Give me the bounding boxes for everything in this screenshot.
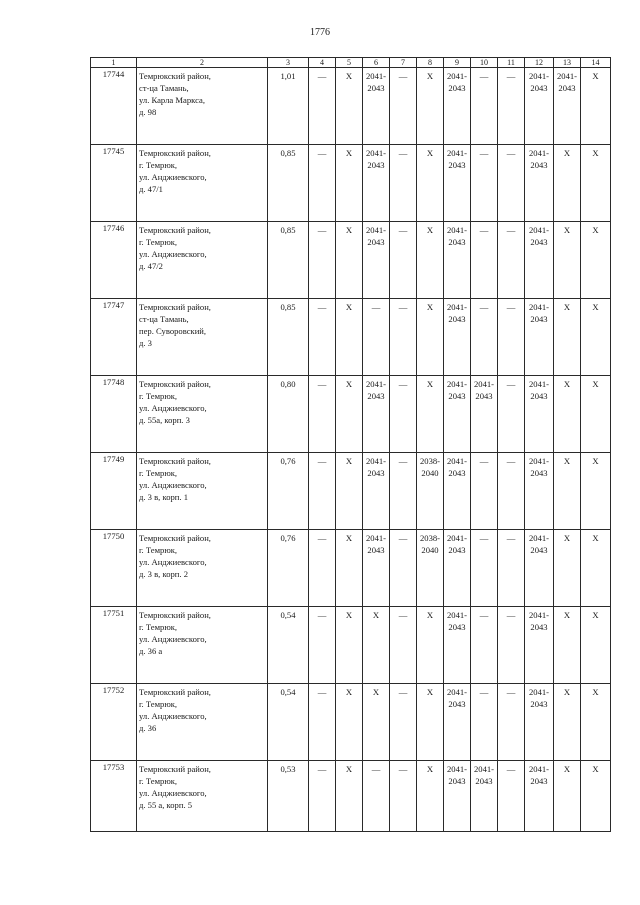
cell-col-10: — — [471, 530, 498, 607]
cell-col-4: — — [309, 607, 336, 684]
address-line: г. Темрюк, — [139, 468, 178, 478]
address-line: ул. Анджиевского, — [139, 634, 207, 644]
address-line: ст-ца Тамань, — [139, 83, 189, 93]
table-row — [91, 530, 611, 607]
column-header-14: 14 — [581, 58, 611, 68]
column-header-2: 2 — [137, 58, 268, 68]
cell-col-4: — — [309, 761, 336, 832]
record-number: 17752 — [91, 684, 137, 761]
cell-col-3: 0,54 — [268, 684, 309, 761]
cell-col-9: 2041- 2043 — [444, 68, 471, 145]
table-header — [91, 58, 611, 68]
cell-col-14: X — [581, 607, 611, 684]
address-line: г. Темрюк, — [139, 622, 178, 632]
address-line: Темрюкский район, — [139, 379, 211, 389]
column-header-9: 9 — [444, 58, 471, 68]
address-cell — [137, 607, 268, 684]
address-line: г. Темрюк, — [139, 699, 178, 709]
table-row — [91, 145, 611, 222]
cell-col-10: — — [471, 68, 498, 145]
address-cell — [137, 299, 268, 376]
cell-col-8: 2038- 2040 — [417, 453, 444, 530]
cell-col-7: — — [390, 222, 417, 299]
cell-col-12: 2041- 2043 — [525, 145, 554, 222]
cell-col-14: X — [581, 761, 611, 832]
address-cell — [137, 761, 268, 832]
cell-col-10: — — [471, 299, 498, 376]
cell-col-9: 2041- 2043 — [444, 453, 471, 530]
address-line: пер. Суворовский, — [139, 326, 207, 336]
cell-col-8: X — [417, 376, 444, 453]
column-header-1: 1 — [91, 58, 137, 68]
address-line: г. Темрюк, — [139, 391, 178, 401]
cell-col-14: X — [581, 530, 611, 607]
table-row — [91, 299, 611, 376]
cell-col-12: 2041- 2043 — [525, 376, 554, 453]
address-line: д. 36 а — [139, 646, 163, 656]
cell-col-10: 2041- 2043 — [471, 761, 498, 832]
record-number: 17746 — [91, 222, 137, 299]
address-line: Темрюкский район, — [139, 302, 211, 312]
cell-col-5: X — [336, 299, 363, 376]
cell-col-4: — — [309, 222, 336, 299]
register-table — [90, 57, 611, 832]
cell-col-13: X — [554, 299, 581, 376]
cell-col-14: X — [581, 68, 611, 145]
cell-col-12: 2041- 2043 — [525, 299, 554, 376]
address-line: Темрюкский район, — [139, 225, 211, 235]
address-line: д. 55 а, корп. 5 — [139, 800, 193, 810]
cell-col-3: 0,54 — [268, 607, 309, 684]
column-header-8: 8 — [417, 58, 444, 68]
address-line: Темрюкский район, — [139, 456, 211, 466]
address-line: г. Темрюк, — [139, 776, 178, 786]
cell-col-4: — — [309, 684, 336, 761]
cell-col-3: 0,85 — [268, 145, 309, 222]
cell-col-13: X — [554, 761, 581, 832]
cell-col-7: — — [390, 145, 417, 222]
cell-col-9: 2041- 2043 — [444, 684, 471, 761]
cell-col-14: X — [581, 453, 611, 530]
cell-col-10: — — [471, 453, 498, 530]
cell-col-9: 2041- 2043 — [444, 376, 471, 453]
cell-col-3: 0,76 — [268, 453, 309, 530]
cell-col-14: X — [581, 145, 611, 222]
cell-col-13: X — [554, 145, 581, 222]
cell-col-7: — — [390, 453, 417, 530]
cell-col-6: 2041- 2043 — [363, 145, 390, 222]
address-line: Темрюкский район, — [139, 687, 211, 697]
cell-col-4: — — [309, 453, 336, 530]
record-number: 17751 — [91, 607, 137, 684]
cell-col-5: X — [336, 222, 363, 299]
cell-col-10: — — [471, 607, 498, 684]
cell-col-3: 0,80 — [268, 376, 309, 453]
cell-col-14: X — [581, 376, 611, 453]
address-line: д. 47/1 — [139, 184, 163, 194]
cell-col-11: — — [498, 222, 525, 299]
cell-col-8: X — [417, 761, 444, 832]
address-line: д. 36 — [139, 723, 157, 733]
address-line: ул. Анджиевского, — [139, 249, 207, 259]
address-line: д. 3 в, корп. 2 — [139, 569, 188, 579]
cell-col-11: — — [498, 376, 525, 453]
address-line: ул. Анджиевского, — [139, 480, 207, 490]
cell-col-11: — — [498, 145, 525, 222]
table-row — [91, 453, 611, 530]
address-cell — [137, 145, 268, 222]
cell-col-11: — — [498, 453, 525, 530]
cell-col-5: X — [336, 68, 363, 145]
cell-col-11: — — [498, 530, 525, 607]
cell-col-14: X — [581, 222, 611, 299]
address-line: г. Темрюк, — [139, 545, 178, 555]
address-line: ул. Анджиевского, — [139, 788, 207, 798]
cell-col-13: X — [554, 530, 581, 607]
table-body — [91, 68, 611, 832]
cell-col-13: X — [554, 607, 581, 684]
address-line: ул. Анджиевского, — [139, 403, 207, 413]
cell-col-8: X — [417, 684, 444, 761]
cell-col-6: 2041- 2043 — [363, 222, 390, 299]
cell-col-5: X — [336, 453, 363, 530]
table-row — [91, 761, 611, 832]
cell-col-8: X — [417, 299, 444, 376]
cell-col-10: — — [471, 222, 498, 299]
cell-col-10: — — [471, 145, 498, 222]
cell-col-5: X — [336, 530, 363, 607]
cell-col-13: X — [554, 453, 581, 530]
cell-col-4: — — [309, 376, 336, 453]
column-header-12: 12 — [525, 58, 554, 68]
cell-col-11: — — [498, 761, 525, 832]
table-row — [91, 222, 611, 299]
cell-col-9: 2041- 2043 — [444, 299, 471, 376]
record-number: 17750 — [91, 530, 137, 607]
column-header-4: 4 — [309, 58, 336, 68]
page-number: 1776 — [310, 27, 330, 38]
cell-col-5: X — [336, 761, 363, 832]
address-line: Темрюкский район, — [139, 148, 211, 158]
cell-col-3: 0,76 — [268, 530, 309, 607]
cell-col-4: — — [309, 299, 336, 376]
address-line: Темрюкский район, — [139, 71, 211, 81]
cell-col-6: X — [363, 684, 390, 761]
address-cell — [137, 68, 268, 145]
cell-col-11: — — [498, 607, 525, 684]
cell-col-11: — — [498, 684, 525, 761]
cell-col-8: X — [417, 222, 444, 299]
cell-col-13: 2041- 2043 — [554, 68, 581, 145]
cell-col-11: — — [498, 299, 525, 376]
cell-col-7: — — [390, 684, 417, 761]
cell-col-6: 2041- 2043 — [363, 453, 390, 530]
cell-col-9: 2041- 2043 — [444, 145, 471, 222]
cell-col-3: 0,85 — [268, 222, 309, 299]
header-row — [91, 58, 611, 68]
record-number: 17745 — [91, 145, 137, 222]
cell-col-14: X — [581, 684, 611, 761]
cell-col-13: X — [554, 222, 581, 299]
cell-col-12: 2041- 2043 — [525, 68, 554, 145]
cell-col-8: X — [417, 68, 444, 145]
cell-col-6: — — [363, 761, 390, 832]
address-line: д. 98 — [139, 107, 157, 117]
record-number: 17744 — [91, 68, 137, 145]
address-line: Темрюкский район, — [139, 533, 211, 543]
cell-col-13: X — [554, 376, 581, 453]
address-line: Темрюкский район, — [139, 610, 211, 620]
cell-col-12: 2041- 2043 — [525, 684, 554, 761]
record-number: 17753 — [91, 761, 137, 832]
cell-col-12: 2041- 2043 — [525, 761, 554, 832]
cell-col-3: 1,01 — [268, 68, 309, 145]
address-cell — [137, 222, 268, 299]
cell-col-5: X — [336, 607, 363, 684]
table-row — [91, 684, 611, 761]
cell-col-10: 2041- 2043 — [471, 376, 498, 453]
cell-col-8: 2038- 2040 — [417, 530, 444, 607]
cell-col-6: 2041- 2043 — [363, 376, 390, 453]
address-line: Темрюкский район, — [139, 764, 211, 774]
cell-col-9: 2041- 2043 — [444, 530, 471, 607]
column-header-3: 3 — [268, 58, 309, 68]
column-header-5: 5 — [336, 58, 363, 68]
cell-col-5: X — [336, 376, 363, 453]
address-cell — [137, 684, 268, 761]
cell-col-7: — — [390, 68, 417, 145]
cell-col-12: 2041- 2043 — [525, 607, 554, 684]
address-line: г. Темрюк, — [139, 237, 178, 247]
cell-col-10: — — [471, 684, 498, 761]
column-header-6: 6 — [363, 58, 390, 68]
cell-col-6: — — [363, 299, 390, 376]
table-row — [91, 68, 611, 145]
column-header-11: 11 — [498, 58, 525, 68]
cell-col-14: X — [581, 299, 611, 376]
cell-col-6: 2041- 2043 — [363, 530, 390, 607]
address-line: ул. Анджиевского, — [139, 172, 207, 182]
column-header-13: 13 — [554, 58, 581, 68]
cell-col-4: — — [309, 530, 336, 607]
cell-col-4: — — [309, 68, 336, 145]
address-line: г. Темрюк, — [139, 160, 178, 170]
address-line: ст-ца Тамань, — [139, 314, 189, 324]
column-header-10: 10 — [471, 58, 498, 68]
record-number: 17748 — [91, 376, 137, 453]
cell-col-12: 2041- 2043 — [525, 530, 554, 607]
cell-col-7: — — [390, 607, 417, 684]
address-line: д. 3 — [139, 338, 152, 348]
cell-col-12: 2041- 2043 — [525, 222, 554, 299]
cell-col-9: 2041- 2043 — [444, 761, 471, 832]
cell-col-5: X — [336, 145, 363, 222]
address-line: д. 3 в, корп. 1 — [139, 492, 188, 502]
cell-col-12: 2041- 2043 — [525, 453, 554, 530]
cell-col-8: X — [417, 145, 444, 222]
cell-col-9: 2041- 2043 — [444, 222, 471, 299]
table-row — [91, 607, 611, 684]
column-header-7: 7 — [390, 58, 417, 68]
cell-col-9: 2041- 2043 — [444, 607, 471, 684]
cell-col-7: — — [390, 761, 417, 832]
address-line: ул. Анджиевского, — [139, 557, 207, 567]
cell-col-3: 0,85 — [268, 299, 309, 376]
cell-col-6: X — [363, 607, 390, 684]
record-number: 17749 — [91, 453, 137, 530]
cell-col-13: X — [554, 684, 581, 761]
cell-col-4: — — [309, 145, 336, 222]
address-cell — [137, 376, 268, 453]
cell-col-11: — — [498, 68, 525, 145]
address-line: д. 55а, корп. 3 — [139, 415, 190, 425]
address-line: ул. Карла Маркса, — [139, 95, 205, 105]
cell-col-7: — — [390, 299, 417, 376]
cell-col-7: — — [390, 530, 417, 607]
address-cell — [137, 453, 268, 530]
cell-col-3: 0,53 — [268, 761, 309, 832]
table-row — [91, 376, 611, 453]
address-line: ул. Анджиевского, — [139, 711, 207, 721]
cell-col-6: 2041- 2043 — [363, 68, 390, 145]
address-cell — [137, 530, 268, 607]
address-line: д. 47/2 — [139, 261, 163, 271]
cell-col-8: X — [417, 607, 444, 684]
record-number: 17747 — [91, 299, 137, 376]
cell-col-5: X — [336, 684, 363, 761]
cell-col-7: — — [390, 376, 417, 453]
